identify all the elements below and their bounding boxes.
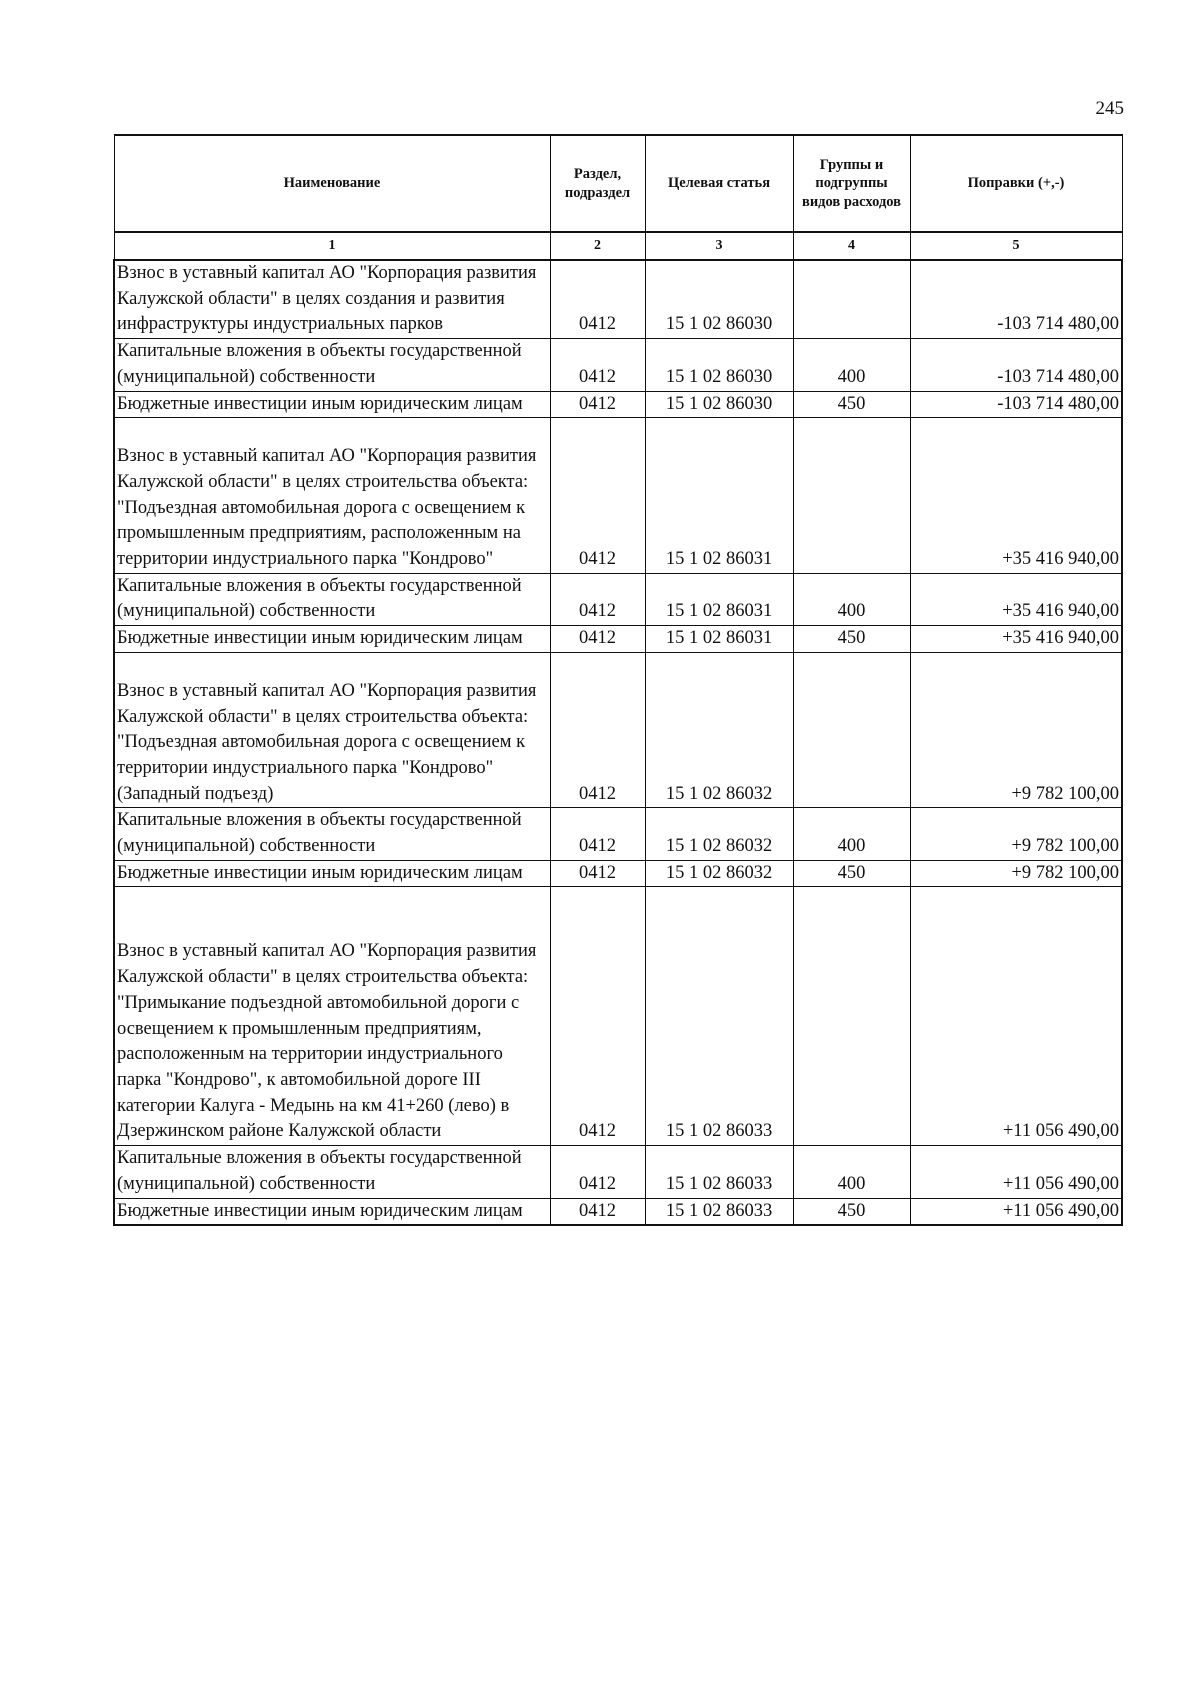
row-amount: +9 782 100,00 <box>910 808 1122 860</box>
row-target: 15 1 02 86032 <box>645 652 793 808</box>
table-row <box>114 1198 1122 1225</box>
table-row <box>114 573 1122 625</box>
table-row <box>114 887 1122 1146</box>
row-amount: +9 782 100,00 <box>910 860 1122 887</box>
row-group: 400 <box>793 573 910 625</box>
row-target: 15 1 02 86032 <box>645 860 793 887</box>
row-name: Капитальные вложения в объекты государственной (муниципальной) собственности <box>114 573 550 625</box>
row-name: Бюджетные инвестиции иным юридическим лицам <box>114 626 550 653</box>
row-group <box>793 652 910 808</box>
row-section: 0412 <box>550 887 645 1146</box>
row-section: 0412 <box>550 808 645 860</box>
column-number: 2 <box>550 232 645 260</box>
row-amount: -103 714 480,00 <box>910 339 1122 391</box>
row-group: 400 <box>793 808 910 860</box>
row-amount: +35 416 940,00 <box>910 573 1122 625</box>
column-number: 5 <box>910 232 1122 260</box>
row-section: 0412 <box>550 260 645 339</box>
header-row <box>114 135 1122 232</box>
row-section: 0412 <box>550 418 645 574</box>
column-number: 1 <box>114 232 550 260</box>
row-name: Взнос в уставный капитал АО "Корпорация развития Калужской области" в целях строительства объекта: "Подъездная автомобильная дорога с освещением к территории индустриального парка "Кондрово" (Западный подъезд) <box>114 652 550 808</box>
row-name: Бюджетные инвестиции иным юридическим лицам <box>114 391 550 418</box>
table-row <box>114 1146 1122 1198</box>
row-name: Взнос в уставный капитал АО "Корпорация развития Калужской области" в целях создания и развития инфраструктуры индустриальных парков <box>114 260 550 339</box>
row-group: 400 <box>793 1146 910 1198</box>
row-group: 450 <box>793 1198 910 1225</box>
row-name: Капитальные вложения в объекты государственной (муниципальной) собственности <box>114 1146 550 1198</box>
table-row <box>114 260 1122 339</box>
table-row <box>114 652 1122 808</box>
row-amount: +11 056 490,00 <box>910 887 1122 1146</box>
row-name: Бюджетные инвестиции иным юридическим лицам <box>114 1198 550 1225</box>
table-row <box>114 808 1122 860</box>
table-row <box>114 626 1122 653</box>
page-number: 245 <box>1095 98 1124 119</box>
header-amendments: Поправки (+,-) <box>910 135 1122 232</box>
row-target: 15 1 02 86030 <box>645 260 793 339</box>
row-group <box>793 260 910 339</box>
row-amount: +11 056 490,00 <box>910 1146 1122 1198</box>
row-name: Капитальные вложения в объекты государственной (муниципальной) собственности <box>114 808 550 860</box>
row-name: Бюджетные инвестиции иным юридическим лицам <box>114 860 550 887</box>
header-name: Наименование <box>114 135 550 232</box>
row-section: 0412 <box>550 626 645 653</box>
row-target: 15 1 02 86031 <box>645 418 793 574</box>
row-amount: +9 782 100,00 <box>910 652 1122 808</box>
table-row <box>114 339 1122 391</box>
row-target: 15 1 02 86033 <box>645 887 793 1146</box>
row-section: 0412 <box>550 391 645 418</box>
column-number-row <box>114 232 1122 260</box>
header-groups: Группы и подгруппы видов расходов <box>793 135 910 232</box>
row-amount: -103 714 480,00 <box>910 260 1122 339</box>
row-group: 400 <box>793 339 910 391</box>
table-row <box>114 860 1122 887</box>
row-group <box>793 887 910 1146</box>
column-number: 3 <box>645 232 793 260</box>
row-section: 0412 <box>550 573 645 625</box>
row-target: 15 1 02 86030 <box>645 339 793 391</box>
row-name: Капитальные вложения в объекты государственной (муниципальной) собственности <box>114 339 550 391</box>
row-name: Взнос в уставный капитал АО "Корпорация развития Калужской области" в целях строительства объекта: "Подъездная автомобильная дорога с освещением к промышленным предприятиям, расположенным на территории индустриального парка "Кондрово" <box>114 418 550 574</box>
row-target: 15 1 02 86031 <box>645 573 793 625</box>
header-section: Раздел, подраздел <box>550 135 645 232</box>
row-name: Взнос в уставный капитал АО "Корпорация развития Калужской области" в целях строительства объекта: "Примыкание подъездной автомобильной дороги с освещением к промышленным предприятиям, расположенным на территории индустриального парка "Кондрово", к автомобильной дороге III категории Калуга - Медынь на км 41+260 (лево) в Дзержинском районе Калужской области <box>114 887 550 1146</box>
budget-table <box>113 134 1123 1226</box>
row-amount: -103 714 480,00 <box>910 391 1122 418</box>
row-target: 15 1 02 86030 <box>645 391 793 418</box>
row-target: 15 1 02 86033 <box>645 1146 793 1198</box>
row-target: 15 1 02 86032 <box>645 808 793 860</box>
row-amount: +35 416 940,00 <box>910 626 1122 653</box>
row-amount: +11 056 490,00 <box>910 1198 1122 1225</box>
row-amount: +35 416 940,00 <box>910 418 1122 574</box>
row-section: 0412 <box>550 1146 645 1198</box>
row-target: 15 1 02 86033 <box>645 1198 793 1225</box>
row-group: 450 <box>793 391 910 418</box>
header-target: Целевая статья <box>645 135 793 232</box>
row-group: 450 <box>793 626 910 653</box>
row-section: 0412 <box>550 1198 645 1225</box>
row-group: 450 <box>793 860 910 887</box>
table-row <box>114 391 1122 418</box>
column-number: 4 <box>793 232 910 260</box>
row-target: 15 1 02 86031 <box>645 626 793 653</box>
row-section: 0412 <box>550 339 645 391</box>
row-section: 0412 <box>550 652 645 808</box>
row-section: 0412 <box>550 860 645 887</box>
row-group <box>793 418 910 574</box>
table-row <box>114 418 1122 574</box>
